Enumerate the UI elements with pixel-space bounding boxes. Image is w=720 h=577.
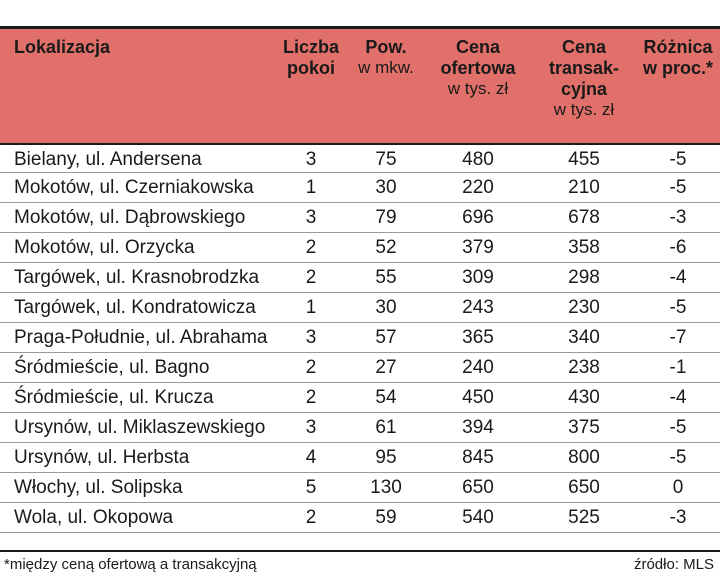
- header-area-label: Pow.: [365, 37, 407, 57]
- cell-rooms: 1: [305, 297, 317, 318]
- cell-rooms: 2: [305, 357, 317, 378]
- cell-transaction-price: 238: [568, 357, 600, 378]
- cell-location: Mokotów, ul. Dąbrowskiego: [14, 207, 246, 228]
- cell-offer-price: 650: [462, 477, 494, 498]
- cell-offer-price: 394: [462, 417, 494, 438]
- table-row: [0, 203, 720, 233]
- cell-difference: -5: [669, 447, 687, 468]
- cell-transaction-price: 358: [568, 237, 600, 258]
- cell-transaction-price: 455: [568, 149, 600, 170]
- cell-transaction-price: 800: [568, 447, 600, 468]
- cell-location: Śródmieście, ul. Krucza: [14, 387, 214, 408]
- cell-difference: -3: [669, 207, 687, 228]
- header-location-label: Lokalizacja: [14, 37, 111, 57]
- cell-difference: -3: [669, 507, 687, 528]
- cell-rooms: 3: [305, 327, 317, 348]
- cell-transaction-price: 430: [568, 387, 600, 408]
- header-transaction-line-1: Cena: [561, 37, 606, 57]
- cell-location: Ursynów, ul. Herbsta: [14, 447, 190, 468]
- table-row: [0, 503, 720, 533]
- cell-transaction-price: 678: [568, 207, 600, 228]
- footnote: *między ceną ofertową a transakcyjną: [4, 556, 257, 573]
- cell-offer-price: 480: [462, 149, 494, 170]
- cell-area: 52: [375, 237, 397, 258]
- cell-offer-price: 220: [462, 177, 494, 198]
- header-offer-line-1: Cena: [455, 37, 500, 57]
- cell-offer-price: 845: [462, 447, 494, 468]
- cell-area: 27: [375, 357, 397, 378]
- table-row: [0, 413, 720, 443]
- header-rooms-line-1: Liczba: [282, 37, 339, 57]
- header-offer-line-2: ofertowa: [440, 58, 516, 78]
- cell-transaction-price: 340: [568, 327, 600, 348]
- cell-area: 59: [375, 507, 397, 528]
- cell-location: Bielany, ul. Andersena: [14, 149, 202, 170]
- cell-offer-price: 309: [462, 267, 494, 288]
- table-row: [0, 383, 720, 413]
- cell-transaction-price: 298: [568, 267, 600, 288]
- cell-offer-price: 379: [462, 237, 494, 258]
- cell-location: Praga-Południe, ul. Abrahama: [14, 327, 268, 348]
- cell-location: Mokotów, ul. Czerniakowska: [14, 177, 254, 198]
- cell-difference: -1: [669, 357, 687, 378]
- cell-difference: -5: [669, 417, 687, 438]
- cell-area: 54: [375, 387, 397, 408]
- cell-area: 79: [375, 207, 397, 228]
- cell-difference: -5: [669, 177, 687, 198]
- cell-rooms: 1: [305, 177, 317, 198]
- cell-transaction-price: 375: [568, 417, 600, 438]
- cell-difference: -4: [669, 267, 687, 288]
- cell-area: 30: [375, 177, 397, 198]
- header-offer-price: [428, 37, 528, 99]
- table-row: [0, 323, 720, 353]
- cell-location: Mokotów, ul. Orzycka: [14, 237, 195, 258]
- table-row: [0, 263, 720, 293]
- cell-rooms: 2: [305, 387, 317, 408]
- cell-transaction-price: 230: [568, 297, 600, 318]
- cell-area: 130: [370, 477, 402, 498]
- cell-difference: -5: [669, 297, 687, 318]
- cell-rooms: 3: [305, 207, 317, 228]
- cell-transaction-price: 650: [568, 477, 600, 498]
- bottom-rule: [0, 550, 720, 552]
- table-row: [0, 173, 720, 203]
- header-rooms: [268, 37, 354, 79]
- cell-difference: 0: [672, 477, 684, 498]
- cell-location: Targówek, ul. Kondratowicza: [14, 297, 256, 318]
- cell-area: 75: [375, 149, 397, 170]
- cell-area: 57: [375, 327, 397, 348]
- table-row: [0, 353, 720, 383]
- table-header: [0, 29, 720, 143]
- cell-difference: -6: [669, 237, 687, 258]
- header-transaction-line-3: cyjna: [560, 79, 608, 99]
- cell-difference: -5: [669, 149, 687, 170]
- cell-rooms: 4: [305, 447, 317, 468]
- cell-offer-price: 365: [462, 327, 494, 348]
- header-area-unit: w mkw.: [358, 58, 414, 77]
- cell-location: Włochy, ul. Solipska: [14, 477, 183, 498]
- source-credit: źródło: MLS: [633, 556, 714, 573]
- table-body: [0, 143, 720, 533]
- header-transaction-price: [534, 37, 634, 120]
- cell-rooms: 3: [305, 417, 317, 438]
- table-row: [0, 443, 720, 473]
- header-offer-unit: w tys. zł: [447, 79, 509, 98]
- header-transaction-line-2: transak-: [548, 58, 620, 78]
- cell-rooms: 2: [305, 507, 317, 528]
- header-location: [14, 37, 110, 58]
- cell-area: 61: [375, 417, 397, 438]
- cell-area: 55: [375, 267, 397, 288]
- table-row: [0, 143, 720, 173]
- cell-offer-price: 696: [462, 207, 494, 228]
- header-difference-line-2: w proc.*: [642, 58, 713, 78]
- cell-transaction-price: 210: [568, 177, 600, 198]
- cell-location: Wola, ul. Okopowa: [14, 507, 174, 528]
- cell-transaction-price: 525: [568, 507, 600, 528]
- cell-offer-price: 450: [462, 387, 494, 408]
- cell-rooms: 2: [305, 237, 317, 258]
- header-transaction-unit: w tys. zł: [553, 100, 615, 119]
- cell-rooms: 5: [305, 477, 317, 498]
- cell-offer-price: 540: [462, 507, 494, 528]
- cell-offer-price: 240: [462, 357, 494, 378]
- cell-rooms: 3: [305, 149, 317, 170]
- cell-difference: -7: [669, 327, 687, 348]
- cell-area: 95: [375, 447, 397, 468]
- header-rooms-line-2: pokoi: [287, 58, 335, 78]
- header-area: [348, 37, 424, 78]
- header-difference-line-1: Różnica: [643, 37, 713, 57]
- cell-location: Targówek, ul. Krasnobrodzka: [14, 267, 260, 288]
- table-row: [0, 473, 720, 503]
- cell-difference: -4: [669, 387, 687, 408]
- cell-offer-price: 243: [462, 297, 494, 318]
- table-row: [0, 233, 720, 263]
- table-row: [0, 293, 720, 323]
- header-difference: [636, 37, 720, 79]
- cell-area: 30: [375, 297, 397, 318]
- cell-location: Ursynów, ul. Miklaszewskiego: [14, 417, 266, 438]
- cell-location: Śródmieście, ul. Bagno: [14, 357, 210, 378]
- cell-rooms: 2: [305, 267, 317, 288]
